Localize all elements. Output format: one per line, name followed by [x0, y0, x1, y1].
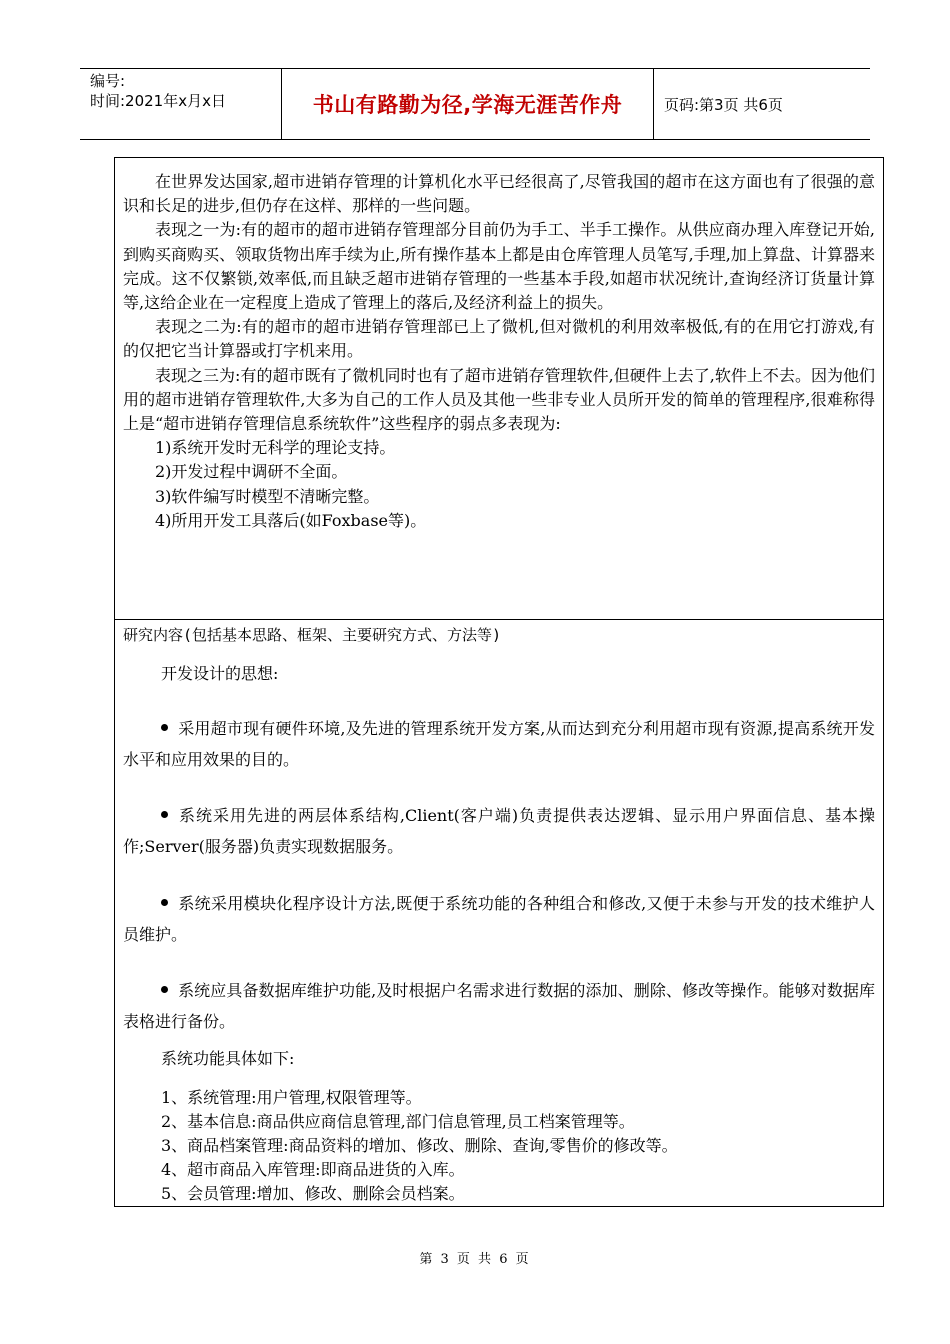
- paragraph: 在世界发达国家,超市进销存管理的计算机化水平已经很高了,尽管我国的超市在这方面也有了很强的意识和长足的进步,但仍存在这样、那样的一些问题。: [123, 172, 875, 216]
- list-item: 2)开发过程中调研不全面。: [155, 462, 348, 482]
- number-label: 编号:: [90, 72, 126, 90]
- bullet-text: 采用超市现有硬件环境,及先进的管理系统开发方案,从而达到充分利用超市现有资源,提高系统开发水平和应用效果的目的。: [123, 719, 875, 769]
- document-header: [80, 68, 870, 140]
- bullet-text: 系统采用先进的两层体系结构,Client(客户端)负责提供表达逻辑、显示用户界面信息、基本操作;Server(服务器)负责实现数据服务。: [123, 806, 875, 856]
- design-subheading: 开发设计的思想:: [161, 664, 279, 683]
- list-item: 1)系统开发时无科学的理论支持。: [155, 438, 396, 458]
- page-label: 页码:第3页 共6页: [664, 95, 783, 114]
- list-item: 4)所用开发工具落后(如Foxbase等)。: [155, 510, 427, 530]
- bullet-item: [123, 975, 875, 1037]
- background-text: [123, 170, 875, 533]
- paragraph: 表现之三为:有的超市既有了微机同时也有了超市进销存管理软件,但硬件上去了,软件上不去。因为他们用的超市进销存管理软件,大多为自己的工作人员及其他一些非专业人员所开发的简单的管理程序,很难称得上是“超市进销存管理信息系统软件”这些程序的弱点多表现为:: [123, 365, 875, 434]
- function-item: 5、会员管理:增加、修改、删除会员档案。: [161, 1184, 465, 1203]
- date-label: 时间:2021年x月x日: [90, 92, 226, 110]
- header-page-cell: [654, 69, 870, 139]
- function-item: 4、超市商品入库管理:即商品进货的入库。: [161, 1160, 465, 1179]
- list-item: 3)软件编写时模型不清晰完整。: [155, 486, 380, 506]
- bullet-item: [123, 800, 875, 862]
- bullet-item: [123, 713, 875, 775]
- bullet-item: [123, 888, 875, 950]
- bullet-icon: [161, 724, 168, 731]
- motto: 书山有路勤为径,学海无涯苦作舟: [312, 93, 623, 117]
- paragraph: 表现之一为:有的超市的超市进销存管理部分目前仍为手工、半手工操作。从供应商办理入库登记开始,到购买商购买、领取货物出库手续为止,所有操作基本上都是由仓库管理人员笔写,手理,加上算盘、计算器来完成。这不仅繁锁,效率低,而且缺乏超市进销存管理的一些基本手段,如超市状况统计,查询经济订货量计算等,这给企业在一定程度上造成了管理上的落后,及经济利益上的损失。: [123, 220, 875, 313]
- bullet-text: 系统采用模块化程序设计方法,既便于系统功能的各种组合和修改,又便于未参与开发的技术维护人员维护。: [123, 894, 875, 944]
- functions-title: 系统功能具体如下:: [161, 1049, 295, 1068]
- function-item: 3、商品档案管理:商品资料的增加、修改、删除、查询,零售价的修改等。: [161, 1136, 678, 1155]
- paragraph: 表现之二为:有的超市的超市进销存管理部已上了微机,但对微机的利用效率极低,有的在用它打游戏,有的仅把它当计算器或打字机来用。: [123, 317, 875, 361]
- bullet-icon: [161, 811, 168, 818]
- bullet-icon: [161, 986, 168, 993]
- bullet-text: 系统应具备数据库维护功能,及时根据户名需求进行数据的添加、删除、修改等操作。能够对数据库表格进行备份。: [123, 981, 875, 1031]
- function-item: 1、系统管理:用户管理,权限管理等。: [161, 1088, 422, 1107]
- background-section: [114, 157, 884, 620]
- research-section: [114, 619, 884, 1207]
- page-footer: 第 3 页 共 6 页: [419, 1252, 531, 1267]
- research-heading: 研究内容(包括基本思路、框架、主要研究方式、方法等): [123, 626, 502, 644]
- header-motto-cell: [282, 69, 654, 139]
- bullet-icon: [161, 899, 168, 906]
- header-meta: [80, 69, 282, 139]
- function-item: 2、基本信息:商品供应商信息管理,部门信息管理,员工档案管理等。: [161, 1112, 635, 1131]
